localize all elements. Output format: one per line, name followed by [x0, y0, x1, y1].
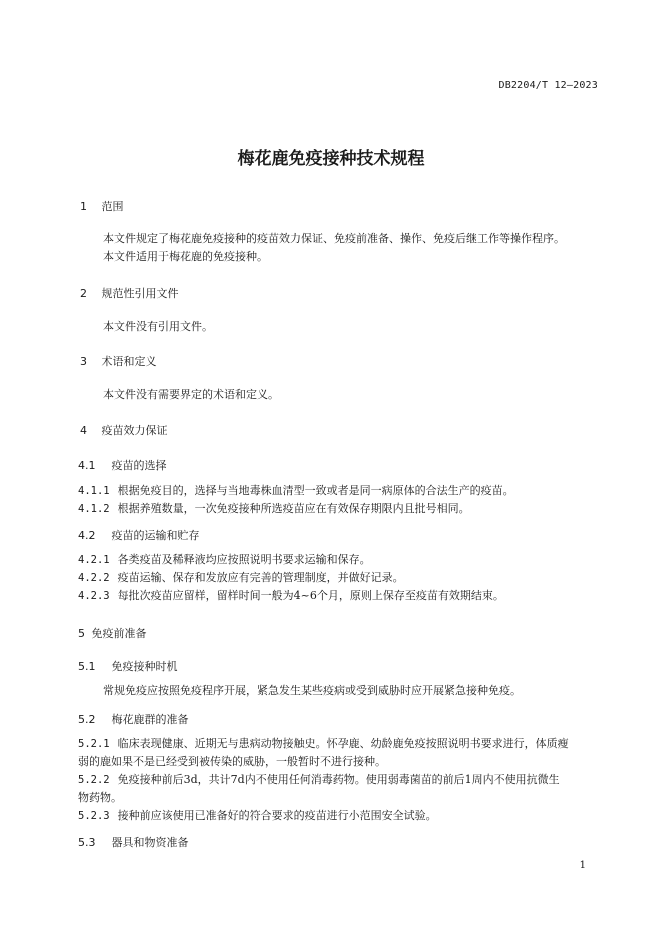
subsection-heading-5-3 — [78, 834, 189, 850]
clause-number: 5.2.2 — [78, 774, 110, 786]
clause-number: 4.2.2 — [78, 572, 110, 584]
clause-text: 免疫接种前后3d，共计7d内不使用任何消毒药物。使用弱毒菌苗的前后1周内不使用抗微生 — [117, 773, 560, 786]
subsection-title: 免疫接种时机 — [111, 660, 178, 673]
section-heading-4 — [80, 422, 168, 438]
clause-number: 4.2.1 — [78, 554, 110, 566]
clause-number: 4.1.1 — [78, 485, 110, 497]
subsection-heading-4-1 — [78, 457, 167, 473]
subsection-number: 4.1 — [78, 459, 96, 472]
subsection-number: 5.3 — [78, 836, 96, 849]
clause-5-2-1 — [78, 735, 598, 753]
clause-text: 疫苗运输、保存和发放应有完善的管理制度，并做好记录。 — [117, 571, 404, 584]
paragraph: 本文件适用于梅花鹿的免疫接种。 — [103, 250, 268, 263]
section-number: 3 — [80, 355, 87, 368]
clause-text: 各类疫苗及稀释液均应按照说明书要求运输和保存。 — [117, 553, 371, 566]
clause-number: 5.2.3 — [78, 810, 110, 822]
section-number: 1 — [80, 200, 87, 213]
paragraph: 本文件没有引用文件。 — [103, 320, 213, 333]
clause-5-2-2 — [78, 771, 598, 789]
clause-text: 临床表现健康、近期无与患病动物接触史。怀孕鹿、幼龄鹿免疫按照说明书要求进行，体质瘦 — [117, 737, 569, 750]
section-number: 2 — [80, 287, 87, 300]
subsection-number: 5.2 — [78, 713, 96, 726]
section-title: 术语和定义 — [101, 355, 157, 368]
section-number: 5 — [78, 627, 85, 640]
section-heading-5 — [78, 625, 147, 641]
section-heading-3 — [80, 353, 157, 369]
clause-text-continued: 物药物。 — [78, 791, 122, 804]
subsection-title: 梅花鹿群的准备 — [111, 713, 189, 726]
section-title: 规范性引用文件 — [101, 287, 179, 300]
subsection-title: 疫苗的选择 — [111, 459, 167, 472]
paragraph: 本文件没有需要界定的术语和定义。 — [103, 388, 279, 401]
paragraph: 常规免疫应按照免疫程序开展，紧急发生某些疫病或受到威胁时应开展紧急接种免疫。 — [103, 684, 521, 697]
section-title: 范围 — [101, 200, 124, 213]
section-title: 免疫前准备 — [91, 627, 147, 640]
section-number: 4 — [80, 424, 87, 437]
subsection-number: 4.2 — [78, 529, 96, 542]
clause-text: 每批次疫苗应留样，留样时间一般为4~6个月，原则上保存至疫苗有效期结束。 — [117, 589, 504, 602]
clause-text: 接种前应该使用已准备好的符合要求的疫苗进行小范围安全试验。 — [117, 809, 437, 822]
subsection-heading-5-2 — [78, 711, 189, 727]
clause-text: 根据养殖数量，一次免疫接种所选疫苗应在有效保存期限内且批号相同。 — [117, 502, 470, 515]
paragraph: 本文件规定了梅花鹿免疫接种的疫苗效力保证、免疫前准备、操作、免疫后继工作等操作程序。 — [103, 232, 565, 245]
clause-4-2-1 — [78, 551, 598, 569]
section-heading-1 — [80, 198, 124, 214]
clause-4-1-2 — [78, 500, 598, 518]
clause-text: 根据免疫目的，选择与当地毒株血清型一致或者是同一病原体的合法生产的疫苗。 — [117, 484, 514, 497]
subsection-title: 器具和物资准备 — [111, 836, 189, 849]
clause-number: 5.2.1 — [78, 738, 110, 750]
page-title: 梅花鹿免疫接种技术规程 — [237, 149, 425, 169]
clause-number: 4.1.2 — [78, 503, 110, 515]
subsection-heading-5-1 — [78, 658, 178, 674]
subsection-number: 5.1 — [78, 660, 96, 673]
clause-5-2-3 — [78, 807, 598, 825]
document-number: DB2204/T 12—2023 — [498, 80, 598, 91]
clause-4-2-2 — [78, 569, 598, 587]
clause-text-continued: 弱的鹿如果不是已经受到被传染的威胁，一般暂时不进行接种。 — [78, 755, 386, 768]
page-number: 1 — [579, 860, 586, 871]
clause-number: 4.2.3 — [78, 590, 110, 602]
clause-4-1-1 — [78, 482, 598, 500]
clause-4-2-3 — [78, 587, 598, 605]
subsection-heading-4-2 — [78, 527, 200, 543]
subsection-title: 疫苗的运输和贮存 — [111, 529, 200, 542]
section-title: 疫苗效力保证 — [101, 424, 168, 437]
section-heading-2 — [80, 285, 179, 301]
